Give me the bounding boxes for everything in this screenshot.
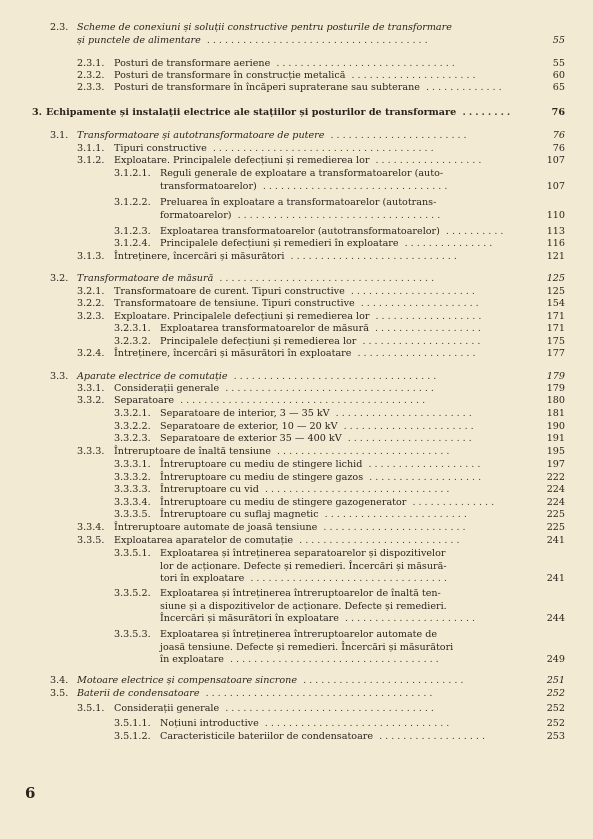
toc-entry-number: 3.3.2.3. — [114, 433, 151, 444]
toc-entry-text — [114, 703, 565, 715]
leader-dots: ............................. — [270, 446, 453, 457]
leader-dots: ................................... — [223, 654, 442, 665]
toc-entry-title: Separatoare — [114, 395, 175, 406]
toc-page-number: 224 — [546, 497, 565, 508]
toc-entry-number: 3.3.5.1. — [114, 548, 151, 559]
toc-entry-text — [160, 226, 565, 238]
toc-entry-text — [160, 497, 565, 509]
leader-dots: ................... — [362, 459, 484, 470]
leader-dots: ...................................... — [199, 688, 436, 699]
leader-dots: .................... — [351, 348, 479, 359]
leader-dots: ................... — [363, 472, 485, 483]
toc-entry-title: Întreținere, încercări și măsurători — [114, 251, 285, 262]
toc-entry-number: 3.3.2.1. — [114, 408, 151, 419]
leader-dots: .................. — [373, 731, 489, 742]
toc-entry-number: 3.5.1.1. — [114, 718, 151, 729]
toc-entry-text — [77, 371, 565, 383]
leader-dots: ...................... — [337, 421, 477, 432]
toc-entry-title: Întreruptoare cu mediu de stingere lichid — [160, 459, 363, 470]
toc-page-number: 197 — [546, 459, 565, 470]
toc-page-number: 110 — [546, 209, 565, 221]
toc-entry-number: 3.5. — [50, 688, 69, 699]
toc-entry-number: 3.2.1. — [77, 286, 105, 297]
toc-page-number: 251 — [546, 675, 565, 686]
toc-entry-text — [114, 383, 565, 395]
toc-page-number: 171 — [546, 323, 565, 334]
toc-entry-text — [114, 535, 565, 547]
toc-entry-text — [160, 573, 565, 585]
toc-entry-text — [77, 675, 565, 687]
toc-entry-number: 3.1.2. — [77, 155, 105, 166]
toc-page-number: 177 — [546, 348, 565, 359]
toc-entry-text — [160, 509, 565, 521]
toc-page-number: 252 — [546, 718, 565, 729]
leader-dots: ............................... — [256, 180, 451, 192]
toc-page-number: 179 — [546, 383, 565, 394]
toc-entry-number: 3.3.5. — [77, 535, 105, 546]
toc-entry-text — [160, 210, 565, 222]
toc-entry-text — [77, 273, 565, 285]
toc-entry-text — [160, 654, 565, 666]
toc-entry-title: Întreruptoare cu mediu de stingere gazogenerator — [160, 497, 407, 508]
toc-entry-text — [160, 642, 565, 654]
toc-page-number: 225 — [546, 509, 565, 520]
toc-page-number: 252 — [546, 703, 565, 714]
toc-entry-number: 3.3.3.3. — [114, 484, 151, 495]
toc-entry-title: Separatoare de interior, 3 — 35 kV — [160, 408, 330, 419]
toc-entry-text — [46, 107, 565, 119]
toc-entry-title: Aparate electrice de comutație — [77, 371, 228, 382]
toc-entry-title: Încercări și măsurători în exploatare — [160, 613, 339, 624]
toc-entry-text — [77, 35, 565, 47]
toc-entry-number: 3.3.4. — [77, 522, 105, 533]
leader-dots: ........................... — [293, 535, 463, 546]
toc-entry-title: transformatoarelor) — [160, 180, 257, 192]
toc-entry-text — [160, 197, 565, 209]
toc-entry-number: 2.3. — [50, 22, 69, 33]
toc-page-number: 180 — [546, 395, 565, 406]
toc-page-number: 76 — [552, 143, 565, 154]
toc-entry-text — [114, 311, 565, 323]
leader-dots: ..................................... — [206, 143, 437, 154]
toc-entry-title: Întreruptoare cu vid — [160, 484, 259, 495]
toc-entry-text — [160, 561, 565, 573]
leader-dots: ....................... — [329, 408, 475, 419]
leader-dots: ..................... — [345, 70, 479, 81]
leader-dots: ..................... — [341, 433, 475, 444]
leader-dots: ....................... — [324, 130, 470, 141]
toc-entry-text — [114, 348, 565, 360]
toc-entry-text — [77, 22, 565, 34]
toc-entry-text — [160, 336, 565, 348]
toc-entry-number: 3.2.3.2. — [114, 336, 151, 347]
toc-entry-number: 3.2.3.1. — [114, 323, 151, 334]
toc-entry-text — [114, 155, 565, 167]
toc-entry-number: 3.5.1.2. — [114, 731, 151, 742]
toc-entry-number: 3.1.2.4. — [114, 238, 151, 249]
leader-dots: ................................... — [219, 383, 437, 394]
toc-entry-title: Preluarea în exploatare a transformatoarelor (autotrans- — [160, 197, 437, 208]
toc-page-number: 121 — [546, 251, 565, 262]
leader-dots: .......... — [439, 226, 507, 237]
leader-dots: ...................... — [338, 613, 479, 624]
toc-entry-title: Exploatare. Principalele defecțiuni și remedierea lor — [114, 311, 370, 322]
toc-entry-title: Noțiuni introductive — [160, 718, 259, 729]
toc-entry-number: 3.3.5.2. — [114, 588, 151, 599]
toc-entry-title: Separatoare de exterior 35 — 400 kV — [160, 433, 342, 444]
leader-dots: .............. — [406, 497, 498, 508]
toc-entry-title: Întreținere, încercări și măsurători în exploatare — [114, 348, 352, 359]
leader-dots: .................... — [354, 298, 482, 309]
toc-page-number: 190 — [546, 421, 565, 432]
toc-page-number: 252 — [546, 688, 565, 699]
leader-dots: .................... — [356, 336, 484, 347]
toc-page-number: 55 — [552, 58, 565, 69]
toc-entry-title: Separatoare de exterior, 10 — 20 kV — [160, 421, 338, 432]
toc-page-number: 76 — [551, 107, 565, 118]
toc-page-number: 253 — [546, 731, 565, 742]
toc-entry-title: și punctele de alimentare — [77, 34, 201, 46]
toc-entry-number: 3.3.2. — [77, 395, 105, 406]
toc-entry-title: Transformatoare de măsură — [77, 273, 214, 284]
toc-page-number: 241 — [546, 535, 565, 546]
toc-page-number: 116 — [546, 238, 565, 249]
toc-entry-title: siune și a dispozitivelor de acționare. Defecte și remedieri. — [160, 600, 447, 612]
toc-entry-number: 3.4. — [50, 675, 69, 686]
toc-entry-title: formatoarelor) — [160, 209, 232, 221]
toc-page-number: 175 — [546, 336, 565, 347]
toc-entry-title: Echipamente și instalații electrice ale stațiilor și posturilor de transformare — [46, 107, 457, 118]
toc-entry-number: 3.3.3.1. — [114, 459, 151, 470]
toc-entry-text — [114, 395, 565, 407]
toc-entry-text — [160, 181, 565, 193]
toc-entry-title: Exploatare. Principalele defecțiuni și remedierea lor — [114, 155, 370, 166]
toc-entry-title: Transformatoare de tensiune. Tipuri constructive — [114, 298, 355, 309]
leader-dots: ..................................... — [200, 34, 431, 46]
toc-entry-title: Reguli generale de exploatare a transformatoarelor (auto- — [160, 168, 444, 179]
toc-entry-number: 3.3.3. — [77, 446, 105, 457]
leader-dots: ......................................... — [174, 395, 429, 406]
toc-entry-title: Exploatarea transformatoarelor de măsură — [160, 323, 369, 334]
toc-entry-title: Exploatarea și întreținerea separatoarelor și dispozitivelor — [160, 548, 446, 559]
toc-entry-title: Exploatarea și întreținerea întreruptoarelor automate de — [160, 629, 438, 640]
toc-page-number: 76 — [552, 130, 565, 141]
toc-entry-text — [114, 82, 565, 94]
toc-entry-number: 3.1.2.2. — [114, 197, 151, 208]
toc-entry-number: 3.2.2. — [77, 298, 105, 309]
toc-entry-title: Tipuri constructive — [114, 143, 207, 154]
leader-dots: .................. — [369, 311, 485, 322]
leader-dots: ................................. — [244, 573, 450, 584]
toc-entry-number: 2.3.3. — [77, 82, 105, 93]
leader-dots: ............................... — [258, 484, 453, 495]
toc-entry-title: Transformatoare și autotransformatoare de putere — [77, 130, 325, 141]
toc-entry-title: Întreruptoare cu suflaj magnetic — [160, 509, 319, 520]
toc-entry-text — [114, 298, 565, 310]
toc-entry-number: 2.3.2. — [77, 70, 105, 81]
toc-entry-number: 3.3.3.5. — [114, 509, 151, 520]
toc-page-number: 191 — [546, 433, 565, 444]
toc-entry-title: Baterii de condensatoare — [77, 688, 200, 699]
toc-entry-text — [114, 143, 565, 155]
toc-page-number: 171 — [546, 311, 565, 322]
toc-entry-text — [114, 70, 565, 82]
toc-entry-title: Transformatoare de curent. Tipuri constructive — [114, 286, 345, 297]
toc-entry-text — [160, 588, 565, 600]
toc-entry-number: 3.3.1. — [77, 383, 105, 394]
toc-page-number: 154 — [546, 298, 565, 309]
toc-entry-title: Exploatarea și întreținerea întreruptoarelor de înaltă ten- — [160, 588, 441, 599]
toc-entry-text — [160, 408, 565, 420]
toc-page-number: 60 — [552, 70, 565, 81]
leader-dots: ........................ — [317, 522, 469, 533]
leader-dots: ............. — [419, 82, 505, 93]
toc-entry-text — [77, 130, 565, 142]
toc-entry-text — [160, 731, 565, 743]
toc-entry-title: Întreruptoare automate de joasă tensiune — [114, 522, 318, 533]
toc-entry-number: 3.1.2.3. — [114, 226, 151, 237]
toc-entry-title: Exploatarea transformatoarelor (autotransformatoarelor) — [160, 226, 440, 237]
leader-dots: .............................. — [270, 58, 458, 69]
toc-entry-text — [114, 251, 565, 263]
toc-page-number: 249 — [546, 654, 565, 665]
toc-entry-title: Scheme de conexiuni și soluții constructive pentru posturile de transformare — [77, 22, 452, 33]
toc-page-number: 125 — [546, 273, 565, 284]
toc-entry-number: 3.3.3.2. — [114, 472, 151, 483]
toc-entry-text — [160, 613, 565, 625]
toc-page-number: 107 — [546, 155, 565, 166]
toc-entry-title: lor de acționare. Defecte și remedieri. Încercări și măsură- — [160, 560, 447, 572]
toc-entry-text — [77, 688, 565, 700]
leader-dots: ................................... — [219, 703, 437, 714]
page-number: 6 — [25, 784, 36, 802]
toc-entry-title: Considerații generale — [114, 383, 220, 394]
toc-entry-text — [160, 548, 565, 560]
toc-entry-title: tori în exploatare — [160, 573, 245, 584]
toc-page-number: 65 — [552, 82, 565, 93]
toc-entry-number: 3.1.2.1. — [114, 168, 151, 179]
toc-entry-text — [160, 459, 565, 471]
leader-dots: ........................ — [318, 509, 470, 520]
toc-page-number: 222 — [546, 472, 565, 483]
toc-entry-title: Posturi de transformare în încăperi supraterane sau subterane — [114, 82, 420, 93]
leader-dots: ........ — [456, 107, 514, 118]
toc-entry-title: Posturi de transformare aeriene — [114, 58, 271, 69]
toc-entry-title: Caracteristicile bateriilor de condensatoare — [160, 731, 374, 742]
toc-entry-text — [160, 629, 565, 641]
toc-entry-number: 3.1.1. — [77, 143, 105, 154]
leader-dots: ........................... — [297, 675, 467, 686]
toc-entry-title: Motoare electrice și compensatoare sincrone — [77, 675, 298, 686]
leader-dots: ............................ — [284, 251, 460, 262]
toc-entry-number: 3.2.4. — [77, 348, 105, 359]
toc-entry-title: Posturi de transformare în construcție metalică — [114, 70, 346, 81]
toc-entry-title: joasă tensiune. Defecte și remedieri. Încercări și măsurători — [160, 641, 454, 653]
toc-page-number: 181 — [546, 408, 565, 419]
toc-entry-text — [160, 323, 565, 335]
toc-page-number: 225 — [546, 522, 565, 533]
toc-page-number: 179 — [546, 371, 565, 382]
toc-page-number: 55 — [552, 34, 565, 46]
toc-entry-number: 3.3.2.2. — [114, 421, 151, 432]
toc-entry-text — [160, 238, 565, 250]
toc-entry-number: 3. — [32, 107, 43, 118]
toc-entry-text — [114, 58, 565, 70]
toc-entry-title: Considerații generale — [114, 703, 220, 714]
toc-entry-number: 3.3. — [50, 371, 69, 382]
toc-entry-number: 3.3.5.3. — [114, 629, 151, 640]
toc-entry-number: 3.1.3. — [77, 251, 105, 262]
toc-page-number: 241 — [546, 573, 565, 584]
toc-entry-title: Întreruptoare de înaltă tensiune — [114, 446, 271, 457]
toc-entry-text — [160, 421, 565, 433]
leader-dots: .................................. — [227, 371, 440, 382]
toc-entry-text — [114, 522, 565, 534]
leader-dots: .................. — [368, 323, 484, 334]
toc-entry-number: 3.5.1. — [77, 703, 105, 714]
toc-entry-text — [160, 472, 565, 484]
toc-entry-text — [160, 484, 565, 496]
toc-entry-title: Principalele defecțiuni și remedierea lor — [160, 336, 357, 347]
toc-page-number: 107 — [546, 180, 565, 192]
leader-dots: ............................... — [258, 718, 453, 729]
toc-page-number: 125 — [546, 286, 565, 297]
toc-entry-number: 3.2.3. — [77, 311, 105, 322]
toc-entry-number: 2.3.1. — [77, 58, 105, 69]
toc-entry-text — [160, 168, 565, 180]
toc-entry-text — [114, 446, 565, 458]
leader-dots: .................. — [369, 155, 485, 166]
leader-dots: .................................... — [213, 273, 438, 284]
toc-entry-title: Principalele defecțiuni și remedieri în exploatare — [160, 238, 399, 249]
toc-entry-text — [160, 433, 565, 445]
leader-dots: ............... — [398, 238, 496, 249]
toc-entry-text — [160, 718, 565, 730]
toc-page-number: 113 — [546, 226, 565, 237]
leader-dots: .................................. — [231, 209, 444, 221]
toc-page-number: 195 — [546, 446, 565, 457]
toc-entry-title: în exploatare — [160, 654, 224, 665]
toc-entry-number: 3.3.3.4. — [114, 497, 151, 508]
toc-entry-number: 3.1. — [50, 130, 69, 141]
toc-entry-number: 3.2. — [50, 273, 69, 284]
toc-entry-text — [160, 601, 565, 613]
toc-page-number: 244 — [546, 613, 565, 624]
toc-entry-title: Întreruptoare cu mediu de stingere gazos — [160, 472, 364, 483]
leader-dots: ..................... — [344, 286, 478, 297]
toc-entry-title: Exploatarea aparatelor de comutație — [114, 535, 294, 546]
toc-entry-text — [114, 286, 565, 298]
toc-page-number: 224 — [546, 484, 565, 495]
